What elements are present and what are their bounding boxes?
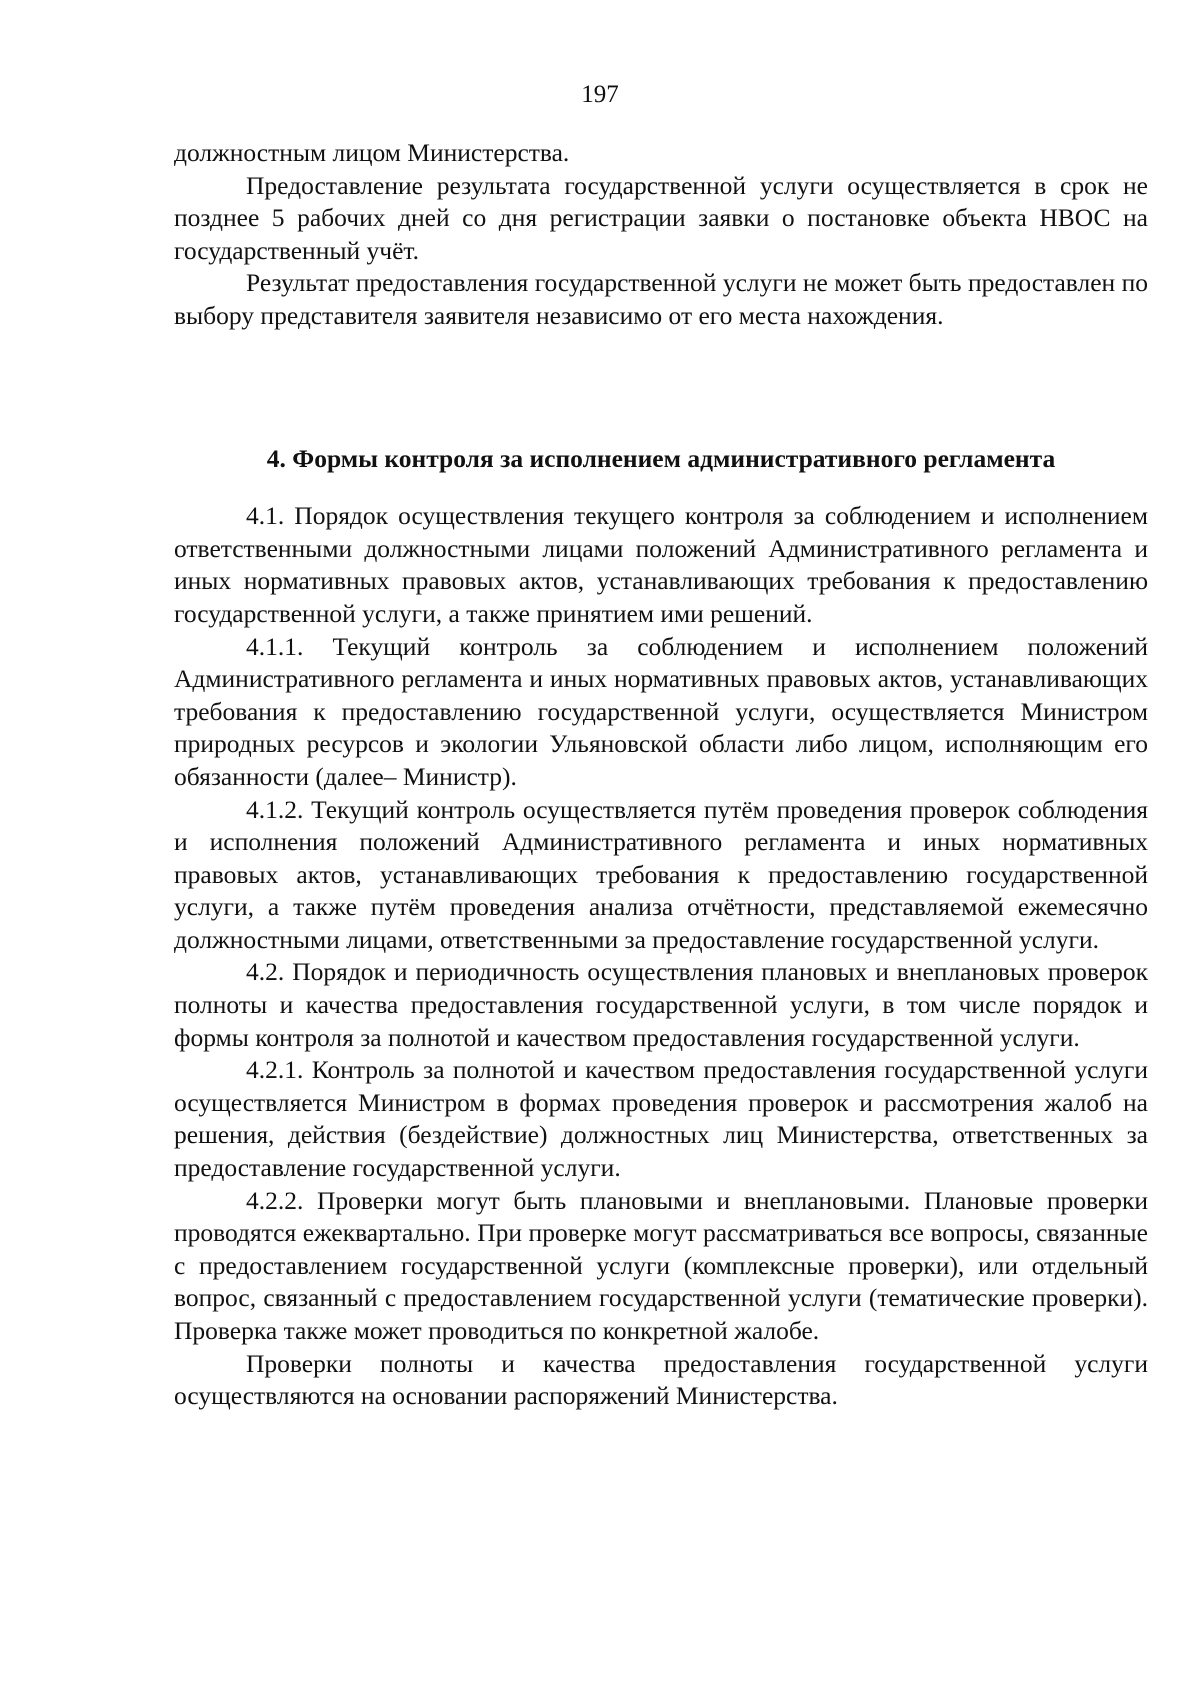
section-title: 4. Формы контроля за исполнением административного регламента [266, 443, 1056, 473]
clause-4-1-2: 4.1.2. Текущий контроль осуществляется путём проведения проверок соблюдения и исполнения положений Административного регламента и иных нормативных правовых актов, устанавливающих требования к предоставлению государственной услуги, а также путём проведения анализа отчётности, представляемой ежемесячно должностными лицами, ответственными за предоставление государственной услуги. [174, 794, 1148, 954]
document-body [174, 137, 1148, 1413]
clause-4-1-1: 4.1.1. Текущий контроль за соблюдением и исполнением положений Административного регламента и иных нормативных правовых актов, устанавливающих требования к предоставлению государственной услуги, осуществляется Министром природных ресурсов и экологии Ульяновской области либо лицом, исполняющим его обязанности (далее– Министр). [174, 631, 1148, 791]
clause-4-2: 4.2. Порядок и периодичность осуществления плановых и внеплановых проверок полноты и качества предоставления государственной услуги, в том числе порядок и формы контроля за полнотой и качеством предоставления государственной услуги. [174, 957, 1148, 1052]
clause-4-2-2: 4.2.2. Проверки могут быть плановыми и внеплановыми. Плановые проверки проводятся ежеквартально. При проверке могут рассматриваться все вопросы, связанные с предоставлением государственной услуги (комплексные проверки), или отдельный вопрос, связанный с предоставлением государственной услуги (тематические проверки). Проверка также может проводиться по конкретной жалобе. [174, 1185, 1148, 1345]
page-number: 197 [581, 81, 619, 108]
paragraph-continuation: должностным лицом Министерства. [174, 138, 570, 167]
clause-4-2-1: 4.2.1. Контроль за полнотой и качеством предоставления государственной услуги осуществляется Министром в формах проведения проверок и рассмотрения жалоб на решения, действия (бездействие) должностных лиц Министерства, ответственных за предоставление государственной услуги. [174, 1055, 1148, 1183]
paragraph-inspection-basis: Проверки полноты и качества предоставления государственной услуги осуществляются на основании распоряжений Министерства. [174, 1348, 1148, 1411]
clause-4-1: 4.1. Порядок осуществления текущего контроля за соблюдением и исполнением ответственными должностными лицами положений Административного регламента и иных нормативных правовых актов, устанавливающих требования к предоставлению государственной услуги, а также принятием ими решений. [174, 501, 1148, 628]
paragraph-result-deadline: Предоставление результата государственной услуги осуществляется в срок не позднее 5 рабочих дней со дня регистрации заявки о постановке объекта НВОС на государственный учёт. [174, 170, 1148, 265]
paragraph-result-delivery: Результат предоставления государственной услуги не может быть предоставлен по выбору представителя заявителя независимо от его места нахождения. [174, 268, 1148, 330]
